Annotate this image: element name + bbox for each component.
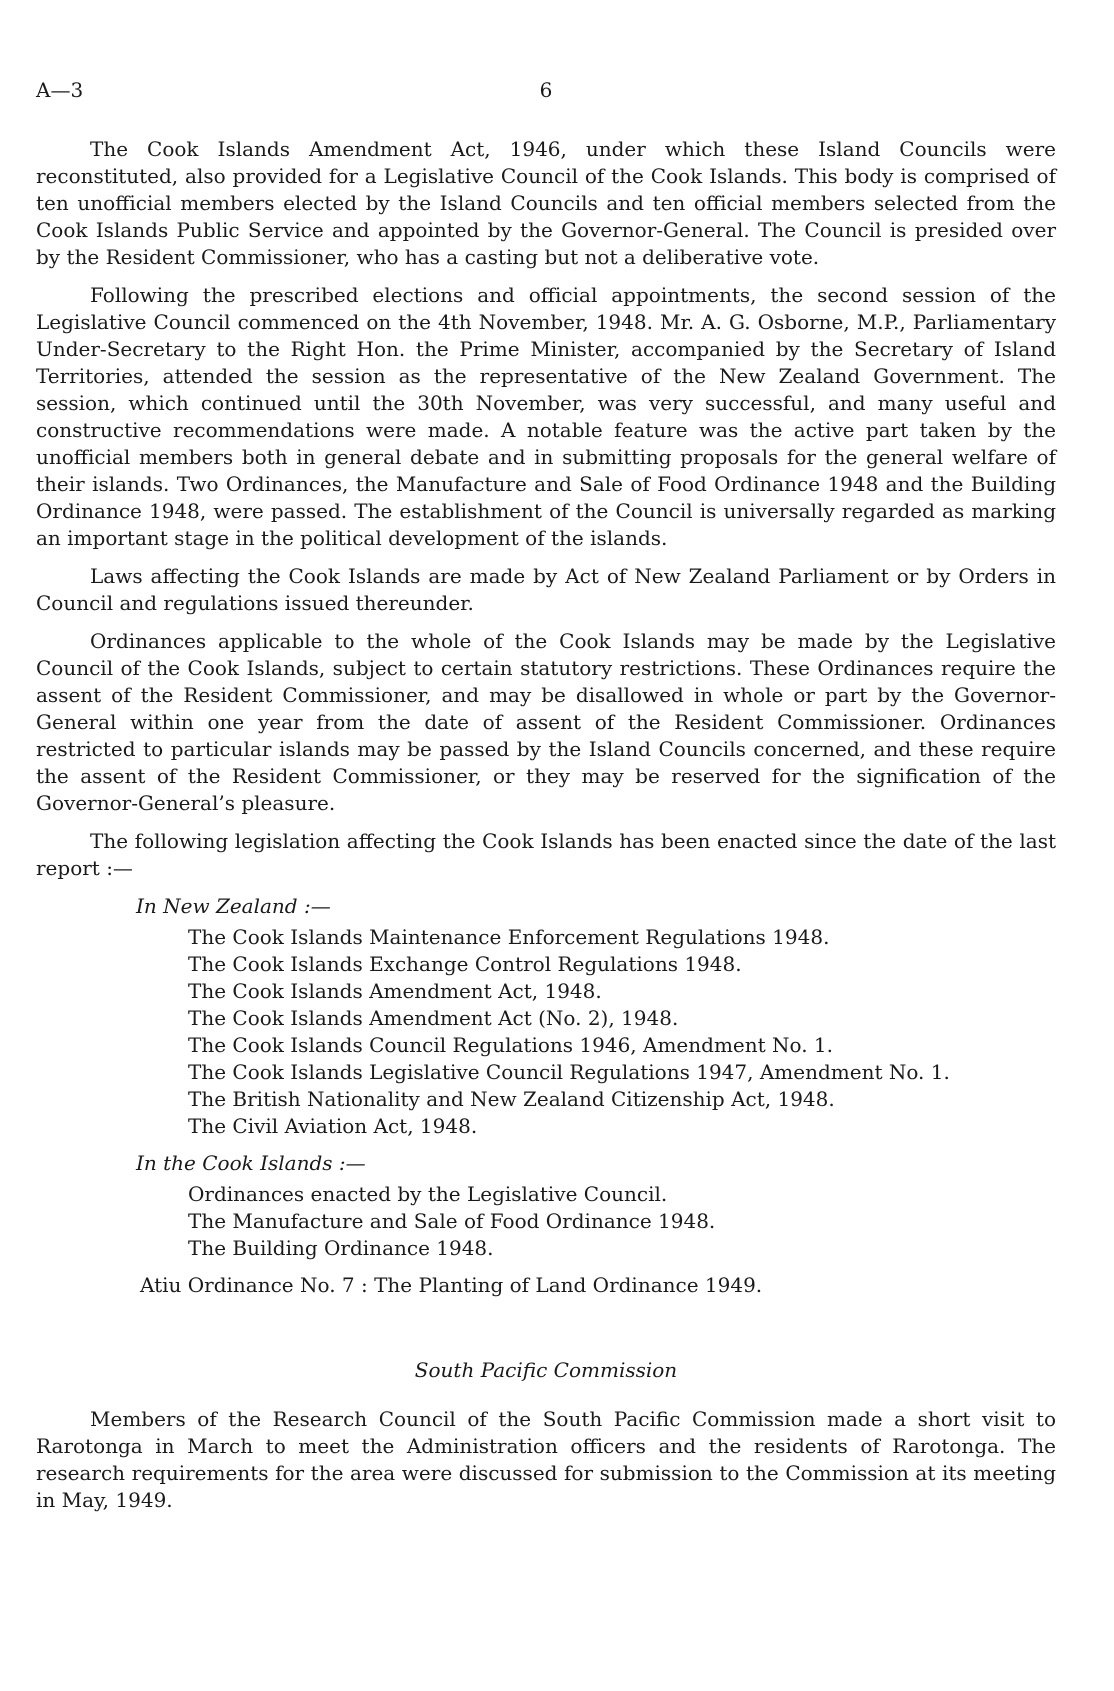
heading-new-zealand: In New Zealand :— xyxy=(136,894,331,918)
document-reference: A—3 xyxy=(36,78,84,102)
list-new-zealand-legislation xyxy=(188,924,1056,1140)
paragraph-following-legislation: The following legislation affecting the Cook Islands has been enacted since the date of the last report :— xyxy=(36,829,1056,880)
page-header xyxy=(36,78,1056,108)
list-item: The Manufacture and Sale of Food Ordinance 1948. xyxy=(188,1209,716,1233)
list-item: The Building Ordinance 1948. xyxy=(188,1236,494,1260)
paragraph-laws-affecting: Laws affecting the Cook Islands are made by Act of New Zealand Parliament or by Orders in Council and regulations issued thereunder. xyxy=(36,564,1056,615)
list-item: The British Nationality and New Zealand Citizenship Act, 1948. xyxy=(188,1087,835,1111)
paragraph-research-council: Members of the Research Council of the South Pacific Commission made a short visit to Rarotonga in March to meet the Administration officers and the residents of Rarotonga. The research requirements for the area were discussed for submission to the Commission at its meeting in May, 1949. xyxy=(36,1407,1056,1512)
list-item: The Civil Aviation Act, 1948. xyxy=(188,1114,478,1138)
list-item: The Cook Islands Amendment Act (No. 2), 1948. xyxy=(188,1006,679,1030)
paragraph-second-session: Following the prescribed elections and official appointments, the second session of the Legislative Council commenced on the 4th November, 1948. Mr. A. G. Osborne, M.P., Parliamentary Under-Secretary to the Right Hon. the Prime Minister, accompanied by the Secretary of Island Territories, attended the session as the representative of the New Zealand Government. The session, which continued until the 30th November, was very successful, and many useful and constructive recommendations were made. A notable feature was the active part taken by the unofficial members both in general debate and in submitting proposals for the general welfare of their islands. Two Ordinances, the Manufacture and Sale of Food Ordinance 1948 and the Building Ordinance 1948, were passed. The establishment of the Council is universally regarded as marking an important stage in the political development of the islands. xyxy=(36,283,1056,550)
section-title-south-pacific-commission: South Pacific Commission xyxy=(414,1358,678,1382)
atiu-ordinance: Atiu Ordinance No. 7 : The Planting of Land Ordinance 1949. xyxy=(140,1273,763,1297)
list-item: The Cook Islands Council Regulations 1946, Amendment No. 1. xyxy=(188,1033,833,1057)
list-item: The Cook Islands Legislative Council Regulations 1947, Amendment No. 1. xyxy=(188,1060,950,1084)
list-item: The Cook Islands Exchange Control Regulations 1948. xyxy=(188,952,742,976)
list-item: The Cook Islands Amendment Act, 1948. xyxy=(188,979,602,1003)
list-item: Ordinances enacted by the Legislative Council. xyxy=(188,1182,668,1206)
document-body xyxy=(36,136,1056,1525)
list-item: The Cook Islands Maintenance Enforcement Regulations 1948. xyxy=(188,925,830,949)
heading-cook-islands: In the Cook Islands :— xyxy=(136,1151,366,1175)
page-number: 6 xyxy=(539,78,553,102)
paragraph-ordinances: Ordinances applicable to the whole of the Cook Islands may be made by the Legislative Council of the Cook Islands, subject to certain statutory restrictions. These Ordinances require the assent of the Resident Commissioner, and may be disallowed in whole or part by the Governor-General within one year from the date of assent of the Resident Commissioner. Ordinances restricted to particular islands may be passed by the Island Councils concerned, and these require the assent of the Resident Commissioner, or they may be reserved for the signification of the Governor-General’s pleasure. xyxy=(36,629,1056,815)
list-cook-islands-legislation xyxy=(188,1181,1056,1262)
paragraph-legislative-council: The Cook Islands Amendment Act, 1946, under which these Island Councils were reconstituted, also provided for a Legislative Council of the Cook Islands. This body is comprised of ten unofficial members elected by the Island Councils and ten official members selected from the Cook Islands Public Service and appointed by the Governor-General. The Council is presided over by the Resident Commissioner, who has a casting but not a deliberative vote. xyxy=(36,137,1056,269)
